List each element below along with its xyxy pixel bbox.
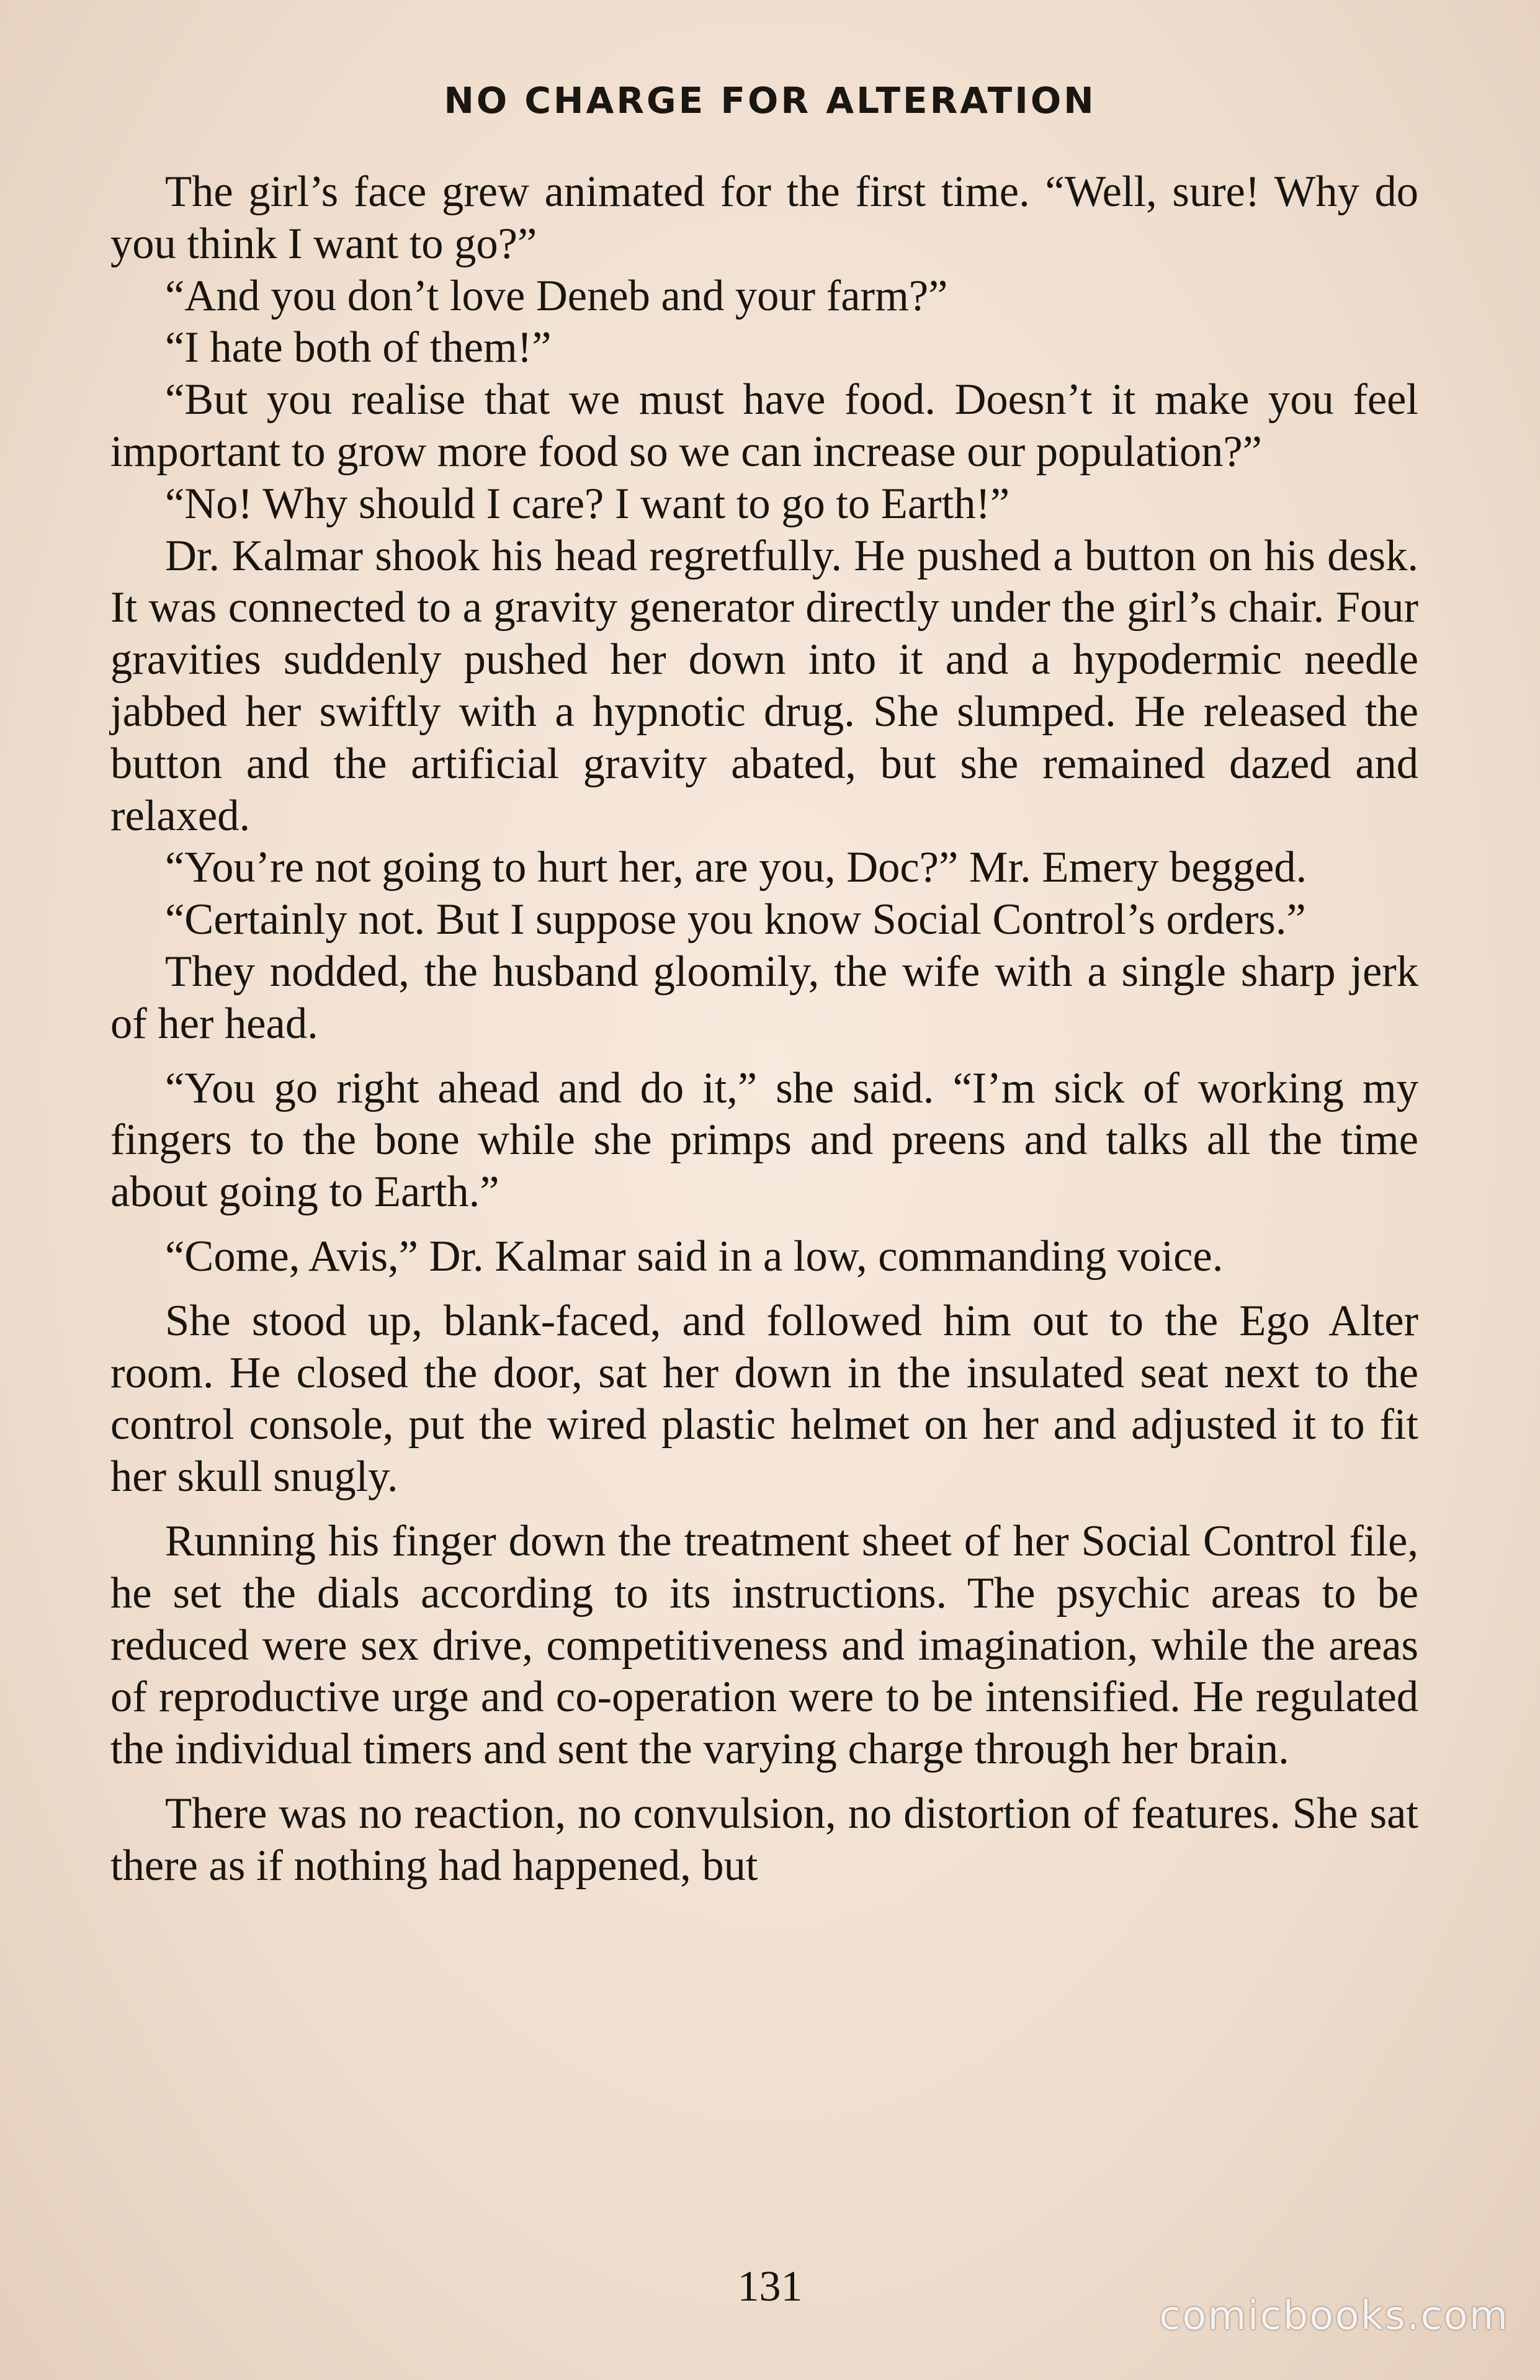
paragraph-4: “But you realise that we must have food. Doesn’t it make you feel important to grow more food so we can increase our population?” (110, 375, 1418, 476)
paragraph-12: She stood up, blank-faced, and followed him out to the Ego Alter room. He closed the door, sat her down in the insulated seat next to the control console, put the wired plastic helmet on her and adjusted it to fit her skull snugly. (110, 1296, 1418, 1501)
paragraph-11: “Come, Avis,” Dr. Kalmar said in a low, commanding voice. (165, 1232, 1224, 1281)
paragraph-13: Running his finger down the treatment sheet of her Social Control file, he set the dials according to its instructions. The psychic areas to be reduced were sex drive, competitiveness and imagination, while the areas of reproductive urge and co-operation were to be intensified. He regulated the individual timers and sent the varying charge through her brain. (110, 1516, 1418, 1774)
paragraph-9: They nodded, the husband gloomily, the wife with a single sharp jerk of her head. (110, 947, 1418, 1048)
paragraph-6: Dr. Kalmar shook his head regretfully. He pushed a button on his desk. It was connected to a gravity generator directly under the girl’s chair. Four gravities suddenly pushed her down into it and a hypodermic needle jabbed her swiftly with a hypnotic drug. She slumped. He released the button and the artificial gravity abated, but she remained dazed and relaxed. (110, 531, 1418, 840)
paragraph-5: “No! Why should I care? I want to go to Earth!” (165, 479, 1010, 528)
paragraph-1: The girl’s face grew animated for the first time. “Well, sure! Why do you think I want to go?” (110, 168, 1418, 268)
paragraph-10: “You go right ahead and do it,” she said. “I’m sick of working my fingers to the bone while she primps and preens and talks all the time about going to Earth.” (110, 1063, 1418, 1217)
paragraph-2: “And you don’t love Deneb and your farm?” (165, 271, 948, 320)
page-number: 131 (737, 2263, 803, 2311)
paragraph-3: “I hate both of them!” (165, 323, 552, 372)
paragraph-8: “Certainly not. But I suppose you know Social Control’s orders.” (165, 895, 1306, 944)
paragraph-7: “You’re not going to hurt her, are you, Doc?” Mr. Emery begged. (165, 843, 1307, 892)
watermark-text: comicbooks.com (1158, 2293, 1509, 2339)
running-header: NO CHARGE FOR ALTERATION (444, 79, 1096, 122)
body-text (110, 166, 1418, 1892)
paragraph-14: There was no reaction, no convulsion, no distortion of features. She sat there as if nothing had happened, but (110, 1789, 1418, 1890)
